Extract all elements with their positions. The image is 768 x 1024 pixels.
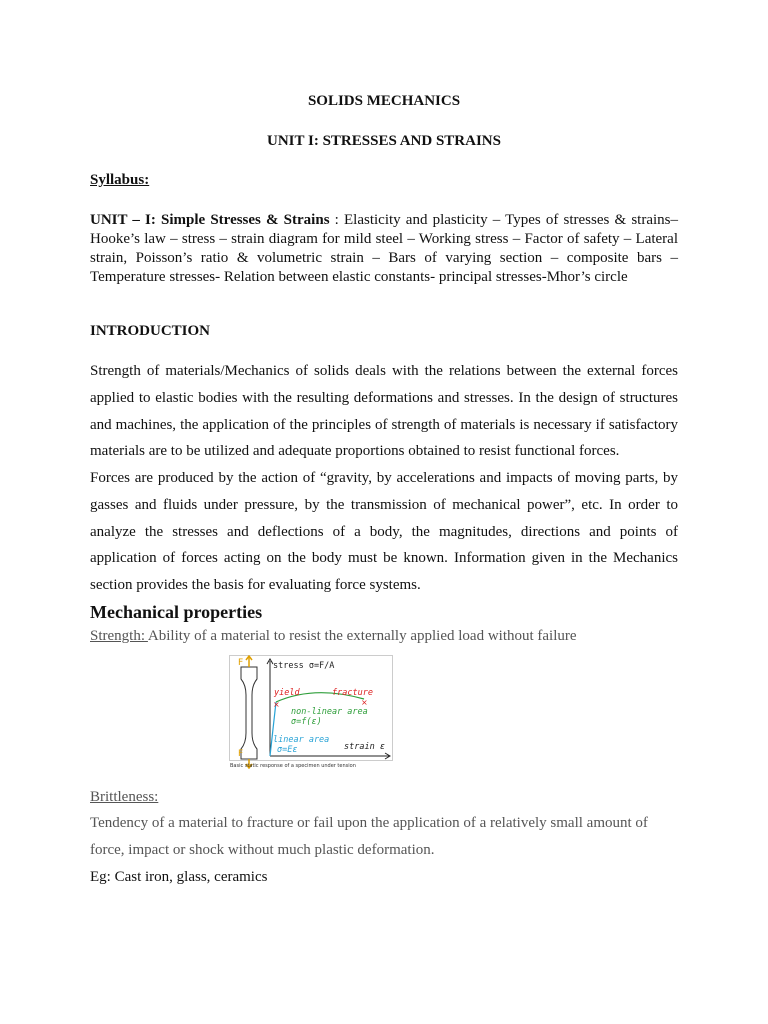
linear-equation: σ=Eε <box>277 745 298 755</box>
fracture-label: fracture <box>332 688 373 698</box>
strength-definition <box>90 628 577 645</box>
brittleness-examples: Eg: Cast iron, glass, ceramics <box>90 869 268 885</box>
fracture-marker: × <box>361 698 368 707</box>
strength-text: Ability of a material to resist the externally applied load without failure <box>147 628 577 644</box>
document-title: SOLIDS MECHANICS <box>307 93 461 109</box>
intro-paragraph-2: Forces are produced by the action of “gravity, by accelerations and impacts of moving parts, by gasses and fluids under pressure, by the transmission of mechanical power”, etc. In order to analyze the stresses and deflections of a body, the magnitudes, directions and points of application of forces acting on the body must be known. Information given in the Mechanics section provides the basis for evaluating force systems. <box>90 470 678 594</box>
syllabus-paragraph <box>90 211 678 287</box>
brittleness-heading: Brittleness: <box>90 789 159 805</box>
nonlinear-equation: σ=f(ε) <box>291 717 322 727</box>
syllabus-topics: : Elasticity and plasticity – Types of stresses & strains– Hooke’s law – stress – strain diagram for mild steel – Working stress – Factor of safety – Lateral strain, Poisson’s ratio & volumetric strain – Bars of varying section – composite bars – Temperature stresses- Relation between elastic constants- principal stresses-Mhor’s circle <box>90 212 678 285</box>
intro-paragraph-1: Strength of materials/Mechanics of solids deals with the relations between the external forces applied to elastic bodies with the resulting deformations and stresses. In the design of structures and machines, the application of the principles of strength of materials is necessary if satisfactory materials are to be utilized and adequate proportions obtained to resist functional forces. <box>90 363 678 460</box>
figure-caption: Basic static response of a specimen under tension <box>230 763 356 769</box>
yield-label: yield <box>274 688 300 698</box>
introduction-heading: INTRODUCTION <box>90 323 211 339</box>
force-label-top: F <box>238 658 244 668</box>
brittleness-definition: Tendency of a material to fracture or fail upon the application of a relatively small amount of force, impact or shock without much plastic deformation. <box>90 815 648 858</box>
force-label-bottom: F <box>238 749 244 759</box>
strain-axis-label: strain ε <box>344 742 385 752</box>
syllabus-heading: Syllabus: <box>90 172 150 188</box>
linear-label: linear area <box>273 735 330 745</box>
unit-title: UNIT I: STRESSES AND STRAINS <box>267 133 501 149</box>
stress-axis-label: stress σ=F/A <box>273 661 335 671</box>
strength-label: Strength: <box>90 628 148 644</box>
mechanical-properties-heading: Mechanical properties <box>90 602 263 622</box>
nonlinear-label: non-linear area <box>291 707 368 717</box>
stress-strain-figure <box>229 655 394 769</box>
yield-marker: × <box>273 700 280 709</box>
syllabus-unit-label: UNIT – I: Simple Stresses & Strains <box>90 212 330 228</box>
